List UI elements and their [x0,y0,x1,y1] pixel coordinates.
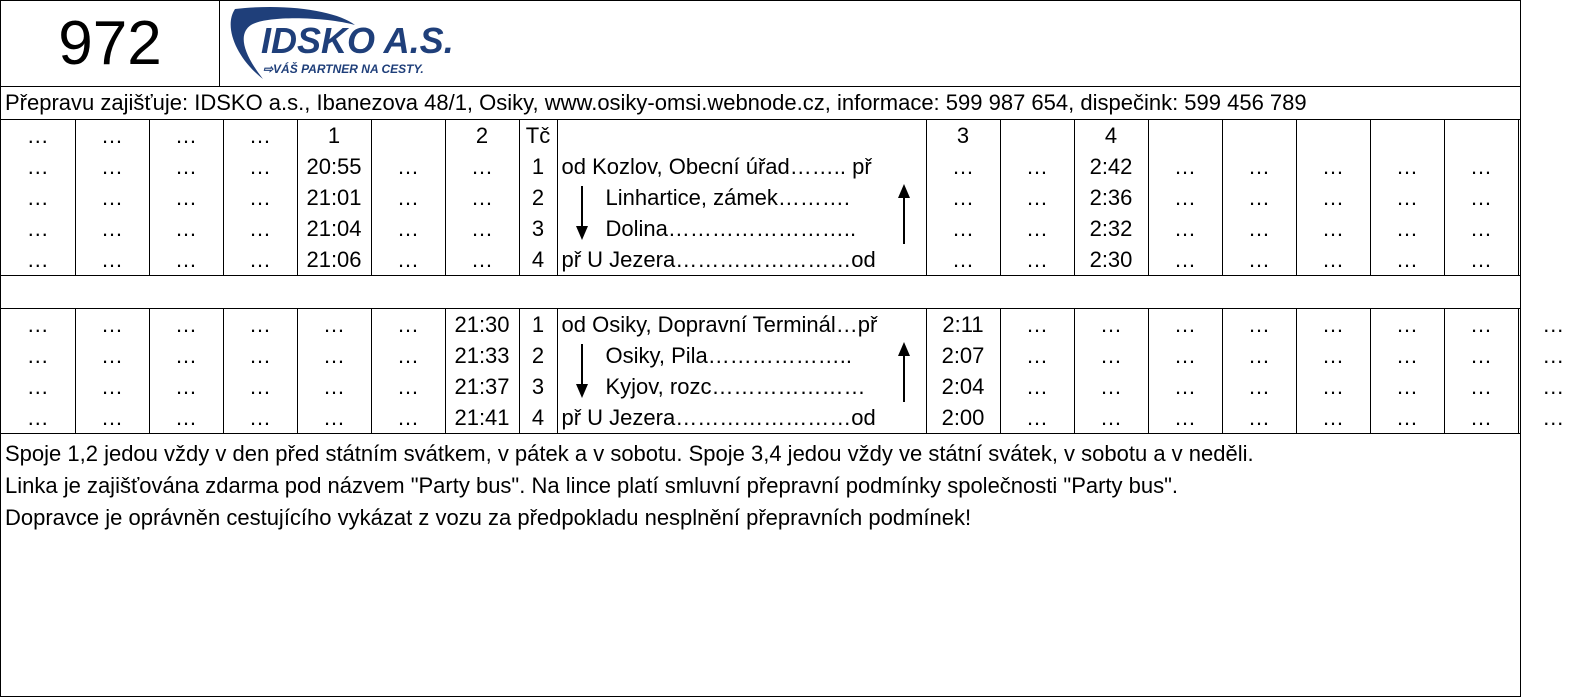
time-cell: … [223,213,297,244]
time-cell: 2:04 [926,371,1000,402]
trip-header: 3 [926,120,1000,151]
time-cell: … [149,213,223,244]
time-cell: … [149,309,223,340]
operator-info: Přepravu zajišťuje: IDSKO a.s., Ibanezova 48/1, Osiky, www.osiky-omsi.webnode.cz, informace: 599 987 654, dispečink: 599 456 789 [1,87,1520,120]
stop-name: od Osiky, Dopravní Terminál…př [557,309,926,340]
header-row [1,120,1588,151]
line-number: 972 [1,1,220,86]
time-cell: … [75,371,149,402]
svg-text:IDSKO A.S.: IDSKO A.S. [261,20,454,61]
time-cell: … [1222,340,1296,371]
table-row [1,151,1588,182]
idsko-logo [227,3,557,83]
time-cell: … [1148,371,1222,402]
time-cell: … [75,182,149,213]
trip-header: … [26,122,49,148]
time-cell: … [75,213,149,244]
time-cell: … [445,151,519,182]
time-cell: … [149,371,223,402]
stop-name: př U Jezera……………………od [557,244,926,275]
notes [1,433,1520,534]
time-cell: … [371,402,445,433]
svg-text:⇨VÁŠ PARTNER NA CESTY.: ⇨VÁŠ PARTNER NA CESTY. [263,62,424,76]
time-cell: … [1296,402,1370,433]
time-cell: … [149,182,223,213]
time-cell: … [1222,309,1296,340]
time-cell: … [1518,402,1588,433]
time-cell: … [26,342,49,368]
time-cell: … [1444,402,1518,433]
time-cell [1518,151,1588,182]
time-cell: … [445,182,519,213]
time-cell: … [371,151,445,182]
time-cell: 21:30 [445,309,519,340]
time-cell: … [1296,182,1370,213]
time-cell: … [1370,371,1444,402]
table-row [1,309,1588,340]
time-cell: 21:01 [297,182,371,213]
time-cell: … [1518,309,1588,340]
time-cell: … [1296,340,1370,371]
time-cell: … [1370,402,1444,433]
stop-name: Dolina…………………….. [557,213,926,244]
trip-header: … [223,120,297,151]
time-cell: 21:06 [297,244,371,275]
time-cell: … [1370,151,1444,182]
time-cell: … [75,309,149,340]
time-cell: … [149,151,223,182]
time-cell: … [1148,213,1222,244]
time-cell: … [1370,340,1444,371]
time-cell: … [1444,309,1518,340]
time-cell: … [223,340,297,371]
time-cell: … [26,373,49,399]
time-cell: … [1296,244,1370,275]
time-cell: … [1148,244,1222,275]
time-cell: … [1000,340,1074,371]
time-cell [1518,213,1588,244]
stop-name: př U Jezera……………………od [557,402,926,433]
time-cell: … [1074,371,1148,402]
time-cell: … [1444,244,1518,275]
time-cell: … [1000,309,1074,340]
time-cell: 21:33 [445,340,519,371]
time-cell: … [1222,244,1296,275]
table-row [1,402,1588,433]
time-cell: … [1222,151,1296,182]
time-cell: … [26,246,49,272]
time-cell: … [223,309,297,340]
trip-header: … [75,120,149,151]
time-cell: … [223,182,297,213]
trip-header: 2 [445,120,519,151]
time-cell: … [1370,309,1444,340]
note-line: Dopravce je oprávněn cestujícího vykázat z vozu za předpokladu nesplnění přepravních podmínek! [5,505,972,530]
time-cell: … [149,340,223,371]
time-cell [1518,244,1588,275]
time-cell: … [75,402,149,433]
time-cell: … [371,340,445,371]
time-cell: 2:07 [926,340,1000,371]
table-row [1,340,1588,371]
time-cell: … [223,402,297,433]
time-cell: … [1000,371,1074,402]
note-line: Linka je zajišťována zdarma pod názvem "Party bus". Na lince platí smluvní přepravní podmínky společnosti "Party bus". [5,473,1179,498]
time-cell: … [926,244,1000,275]
time-cell: … [75,244,149,275]
time-cell: 2:32 [1074,213,1148,244]
stop-order: 3 [519,371,557,402]
time-cell: 21:37 [445,371,519,402]
stop-name: Kyjov, rozc………………… [557,371,926,402]
header [1,1,1520,87]
time-cell: … [1370,244,1444,275]
time-cell: … [1444,340,1518,371]
time-cell: 2:30 [1074,244,1148,275]
trip-header [371,120,445,151]
time-cell: … [75,340,149,371]
table-row [1,182,1588,213]
time-cell: … [371,182,445,213]
time-cell: … [371,244,445,275]
time-cell: … [445,244,519,275]
time-cell: … [1296,371,1370,402]
time-cell: … [371,371,445,402]
time-cell: … [1222,371,1296,402]
time-cell: … [1148,402,1222,433]
time-cell: … [1370,213,1444,244]
time-cell: 2:00 [926,402,1000,433]
time-cell: … [1074,309,1148,340]
trip-header [1222,120,1296,151]
trip-header: … [149,120,223,151]
time-cell: … [926,151,1000,182]
section-gap [1,275,1520,309]
time-cell: 2:42 [1074,151,1148,182]
time-cell: … [149,402,223,433]
time-cell: … [297,402,371,433]
trip-header [1444,120,1518,151]
trip-header: 4 [1074,120,1148,151]
time-cell: … [1444,213,1518,244]
time-cell: … [1518,340,1588,371]
stop-order: 4 [519,402,557,433]
time-cell: … [1518,371,1588,402]
time-cell: … [75,151,149,182]
stop-order: 2 [519,340,557,371]
trip-header: 1 [297,120,371,151]
time-cell: … [149,244,223,275]
time-cell: 21:04 [297,213,371,244]
time-cell: … [26,311,49,337]
timetable-lower [1,309,1588,433]
trip-header [1370,120,1444,151]
time-cell: … [1444,371,1518,402]
time-cell: … [223,244,297,275]
time-cell: … [1000,244,1074,275]
time-cell: … [26,404,49,430]
stop-order: 3 [519,213,557,244]
time-cell: … [297,309,371,340]
table-row [1,213,1588,244]
trip-header [557,120,926,151]
trip-header [1518,120,1588,151]
stop-order: 1 [519,151,557,182]
time-cell: … [1296,151,1370,182]
time-cell: … [1148,340,1222,371]
stop-order: 1 [519,309,557,340]
time-cell: … [1000,151,1074,182]
stop-order: 2 [519,182,557,213]
time-cell: … [223,371,297,402]
time-cell: 2:11 [926,309,1000,340]
time-cell: … [1444,151,1518,182]
time-cell: … [1222,402,1296,433]
time-cell: … [1148,151,1222,182]
time-cell: … [1370,182,1444,213]
time-cell: … [445,213,519,244]
time-cell: 2:36 [1074,182,1148,213]
trip-header [1296,120,1370,151]
time-cell: … [1000,402,1074,433]
trip-header [1000,120,1074,151]
time-cell: … [1222,213,1296,244]
table-row [1,371,1588,402]
stop-name: od Kozlov, Obecní úřad…….. př [557,151,926,182]
time-cell: … [1000,182,1074,213]
time-cell: … [1074,402,1148,433]
time-cell: … [1444,182,1518,213]
time-cell: … [926,182,1000,213]
trip-header [1148,120,1222,151]
time-cell: … [297,340,371,371]
time-cell: … [26,153,49,179]
time-cell: … [1148,309,1222,340]
time-cell: … [26,215,49,241]
time-cell: … [926,213,1000,244]
stop-order-header: Tč [519,120,557,151]
time-cell: … [1222,182,1296,213]
time-cell: … [1296,309,1370,340]
stop-name: Linhartice, zámek………. [557,182,926,213]
time-cell [1518,182,1588,213]
stop-name: Osiky, Pila……………….. [557,340,926,371]
time-cell: 21:41 [445,402,519,433]
table-row [1,244,1588,275]
stop-order: 4 [519,244,557,275]
time-cell: 20:55 [297,151,371,182]
time-cell: … [371,309,445,340]
time-cell: … [26,184,49,210]
time-cell: … [1148,182,1222,213]
time-cell: … [1000,213,1074,244]
time-cell: … [297,371,371,402]
timetable-upper [1,120,1588,275]
time-cell: … [223,151,297,182]
note-line: Spoje 1,2 jedou vždy v den před státním svátkem, v pátek a v sobotu. Spoje 3,4 jedou vždy ve státní svátek, v sobotu a v neděli. [5,441,1254,466]
time-cell: … [371,213,445,244]
time-cell: … [1296,213,1370,244]
time-cell: … [1074,340,1148,371]
